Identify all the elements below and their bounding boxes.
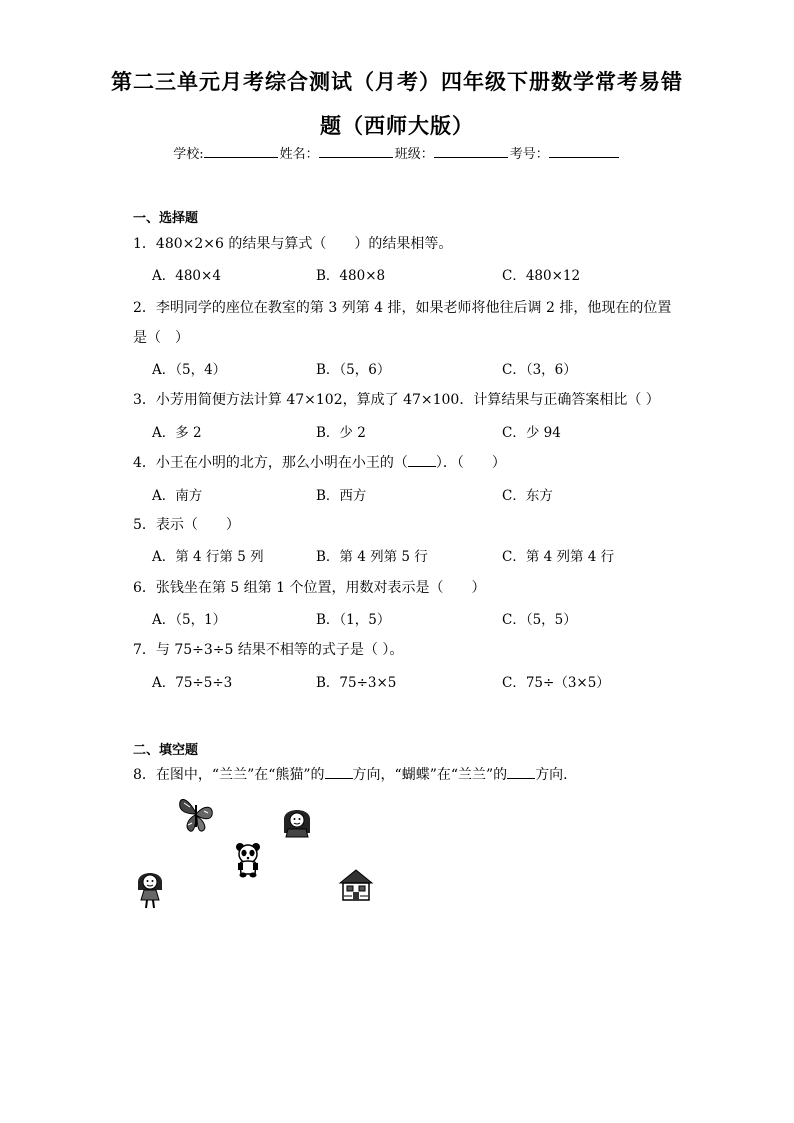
q6-option-c[interactable]: C．（5，5） bbox=[502, 612, 577, 628]
q8-blank-2[interactable] bbox=[507, 766, 535, 779]
q4-option-c[interactable]: C．东方 bbox=[502, 488, 553, 504]
name-blank[interactable] bbox=[319, 145, 393, 158]
q3-option-c[interactable]: C．少 94 bbox=[502, 425, 561, 441]
page-title: 第二三单元月考综合测试（月考）四年级下册数学常考易错 bbox=[111, 69, 683, 94]
q2-option-c[interactable]: C．（3，6） bbox=[502, 362, 577, 378]
q7-option-c[interactable]: C．75÷（3×5） bbox=[502, 675, 610, 691]
house-icon bbox=[338, 868, 374, 902]
lanlan-girl-icon bbox=[135, 868, 165, 910]
q7-option-b[interactable]: B．75÷3×5 bbox=[316, 675, 397, 691]
question-2-cont: 是（ ） bbox=[133, 330, 189, 346]
q1-option-b[interactable]: B．480×8 bbox=[316, 268, 386, 284]
q6-option-a[interactable]: A．（5，1） bbox=[152, 612, 227, 628]
q4-answer-blank[interactable] bbox=[408, 454, 436, 467]
class-label: 班级： bbox=[394, 147, 434, 162]
question-4-text-b: ）．（ ） bbox=[435, 455, 506, 471]
q1-option-a[interactable]: A．480×4 bbox=[152, 268, 221, 284]
name-label: 姓名： bbox=[279, 147, 319, 162]
q5-option-c[interactable]: C．第 4 列第 4 行 bbox=[502, 549, 615, 565]
school-blank[interactable] bbox=[204, 145, 278, 158]
question-3: 3．小芳用简便方法计算 47×102，算成了 47×100．计算结果与正确答案相比（ ） bbox=[133, 392, 660, 408]
question-6: 6．张钱坐在第 5 组第 1 个位置，用数对表示是（ ） bbox=[133, 580, 486, 596]
q5-option-a[interactable]: A．第 4 行第 5 列 bbox=[152, 549, 264, 565]
q8-part3: 方向. bbox=[535, 767, 568, 783]
school-label: 学校: bbox=[173, 147, 204, 162]
question-5: 5．表示（ ） bbox=[133, 517, 240, 533]
class-blank[interactable] bbox=[434, 145, 508, 158]
exam-no-blank[interactable] bbox=[549, 145, 619, 158]
q3-option-b[interactable]: B．少 2 bbox=[316, 425, 366, 441]
q3-option-a[interactable]: A．多 2 bbox=[152, 425, 202, 441]
panda-icon bbox=[233, 842, 263, 878]
section-choice-heading: 一、选择题 bbox=[133, 211, 199, 226]
question-4-text-a: 4．小王在小明的北方，那么小明在小王的（ bbox=[133, 455, 408, 471]
q5-option-b[interactable]: B．第 4 列第 5 行 bbox=[316, 549, 428, 565]
question-1: 1．480×2×6 的结果与算式（ ）的结果相等。 bbox=[133, 236, 453, 252]
question-2: 2．李明同学的座位在教室的第 3 列第 4 排，如果老师将他往后调 2 排，他现在的位置 bbox=[133, 300, 672, 316]
q2-option-b[interactable]: B．（5，6） bbox=[316, 362, 391, 378]
student-info-line bbox=[0, 143, 794, 162]
q4-option-a[interactable]: A．南方 bbox=[152, 488, 203, 504]
q6-option-b[interactable]: B．（1，5） bbox=[316, 612, 391, 628]
butterfly-icon bbox=[176, 793, 216, 835]
section-fill-heading: 二、填空题 bbox=[133, 743, 199, 758]
q7-option-a[interactable]: A．75÷5÷3 bbox=[152, 675, 233, 691]
q1-option-c[interactable]: C．480×12 bbox=[502, 268, 581, 284]
q8-part1: 8．在图中，“兰兰”在“熊猫”的 bbox=[133, 767, 325, 783]
question-8 bbox=[133, 764, 568, 784]
question-7: 7．与 75÷3÷5 结果不相等的式子是（ ）。 bbox=[133, 642, 404, 658]
q8-part2: 方向，“蝴蝶”在“兰兰”的 bbox=[352, 767, 508, 783]
q4-option-b[interactable]: B．西方 bbox=[316, 488, 367, 504]
q2-option-a[interactable]: A．（5，4） bbox=[152, 362, 227, 378]
question-4 bbox=[133, 452, 506, 472]
q8-blank-1[interactable] bbox=[325, 766, 353, 779]
girl-icon bbox=[280, 803, 314, 839]
exam-no-label: 考号： bbox=[509, 147, 549, 162]
page-title-line2: 题（西师大版） bbox=[320, 113, 474, 138]
